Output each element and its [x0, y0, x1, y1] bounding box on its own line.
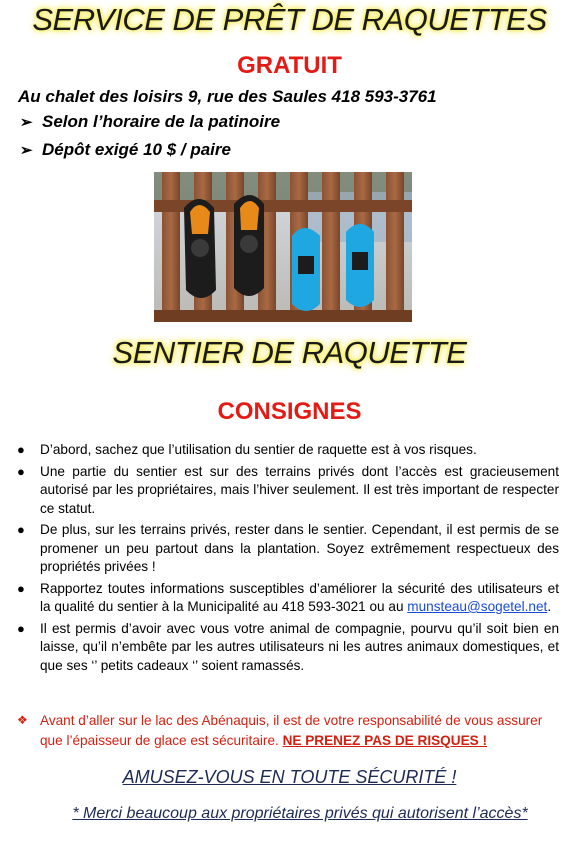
bullet-text: Selon l’horaire de la patinoire	[42, 112, 281, 131]
instructions-title: CONSIGNES	[217, 398, 362, 425]
warning-text: Avant d’aller sur le lac des Abénaquis, il est de votre responsabilité de vous assurer que l’épaisseur de glace est sécuritaire.	[40, 713, 543, 748]
service-title: SERVICE DE PRÊT DE RAQUETTES	[32, 2, 547, 37]
rule-text: Il est permis d’avoir avec vous votre animal de compagnie, pourvu qu’il soit bien en laisse, qu’il n’embête par les autres utilisateurs ni les autres animaux domestiques, et que ses ‘’ petits cadeaux ‘’ soient ramassés.	[40, 620, 559, 673]
thanks-note: * Merci beaucoup aux propriétaires privés qui autorisent l’accès*	[72, 805, 528, 822]
warning-emphasis: NE PRENEZ PAS DE RISQUES !	[282, 732, 488, 748]
list-item	[15, 580, 559, 617]
email-link[interactable]: munsteau@sogetel.net	[407, 599, 548, 614]
list-item	[15, 463, 559, 519]
snowshoes-photo	[154, 172, 412, 322]
round-bullet-icon: ●	[17, 442, 25, 457]
slogan: AMUSEZ-VOUS EN TOUTE SÉCURITÉ !	[122, 767, 457, 787]
address-line: Au chalet des loisirs 9, rue des Saules 418 593-3761	[18, 87, 437, 106]
free-label: GRATUIT	[237, 52, 342, 79]
list-item	[15, 620, 559, 676]
header-bullet-deposit	[20, 140, 231, 160]
bullet-text: Dépôt exigé 10 $ / paire	[42, 140, 231, 159]
rules-list	[15, 441, 559, 678]
trail-title: SENTIER DE RAQUETTE	[112, 335, 467, 370]
rule-text: D’abord, sachez que l’utilisation du sentier de raquette est à vos risques.	[40, 442, 477, 457]
header-bullet-schedule	[20, 112, 280, 132]
ice-warning	[15, 711, 559, 750]
round-bullet-icon: ●	[17, 580, 25, 596]
arrowhead-bullet-icon: ➢	[20, 114, 33, 131]
list-item	[15, 441, 559, 460]
arrowhead-bullet-icon: ➢	[20, 142, 33, 159]
round-bullet-icon: ●	[17, 463, 25, 479]
snowshoes-image	[154, 172, 412, 322]
diamond-bullet-icon: ❖	[17, 713, 28, 727]
round-bullet-icon: ●	[17, 522, 25, 537]
list-item	[15, 521, 559, 577]
rule-text: Rapportez toutes informations susceptibles d’améliorer la sécurité des utilisateurs et la qualité du sentier à la Municipalité au 418 593-3021 ou au	[40, 580, 559, 614]
round-bullet-icon: ●	[17, 620, 25, 636]
rule-text: Une partie du sentier est sur des terrains privés dont l’accès est gracieusement autorisé par les propriétaires, mais l’hiver seulement. Il est très important de respecter ce statut.	[40, 463, 559, 516]
rule-text-end: .	[547, 599, 552, 614]
rule-text: De plus, sur les terrains privés, rester dans le sentier. Cependant, il est permis de se promener un peu partout dans la plantation. Soyez extrêmement respectueux des propriétés privées !	[40, 522, 559, 574]
